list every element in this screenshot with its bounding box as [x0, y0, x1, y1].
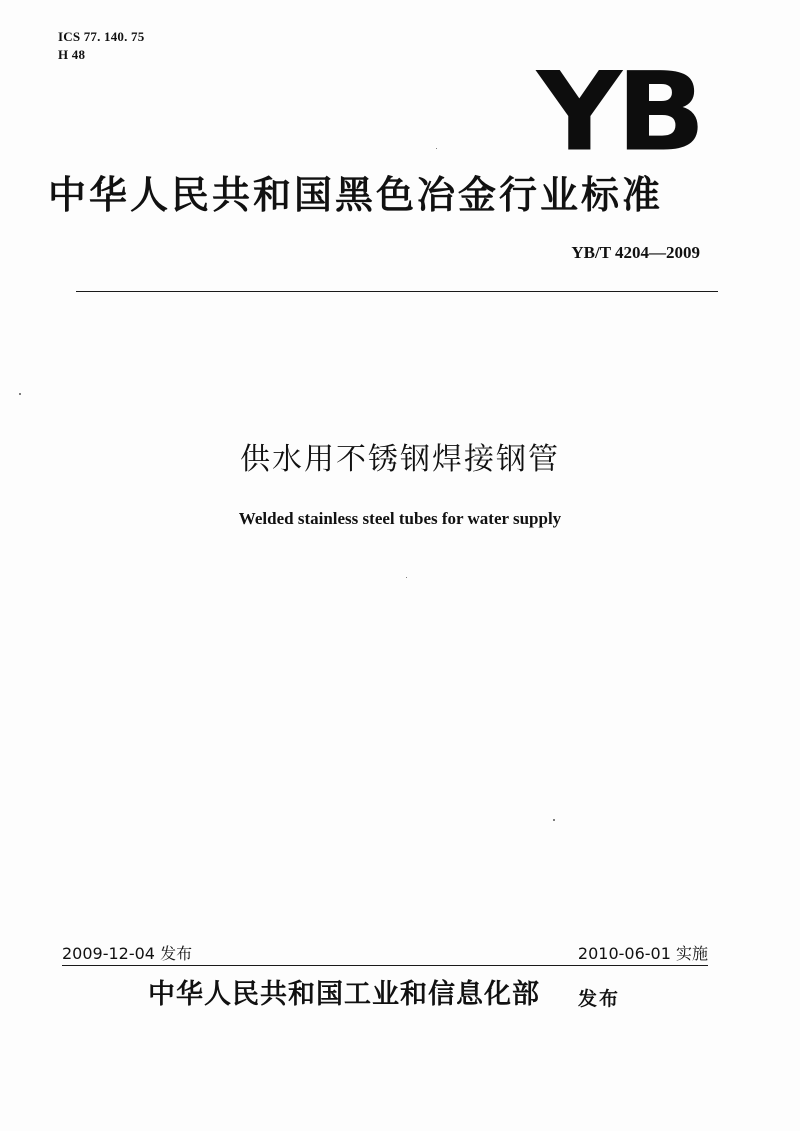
- publisher-name: 中华人民共和国工业和信息化部: [148, 979, 540, 1010]
- standard-title: 中华人民共和国黑色冶金行业标准: [48, 173, 664, 217]
- scan-speck: [553, 819, 555, 821]
- scan-speck: [19, 393, 21, 395]
- standard-number: YB/T 4204—2009: [571, 243, 700, 262]
- footer-divider: [62, 965, 708, 966]
- document-title-english: Welded stainless steel tubes for water supply: [238, 509, 562, 528]
- document-title-chinese: 供水用不锈钢焊接钢管: [240, 442, 560, 477]
- scan-speck: [406, 577, 407, 578]
- ics-code: ICS 77. 140. 75: [58, 29, 145, 44]
- category-code: H 48: [58, 47, 86, 62]
- classification-codes: [58, 28, 144, 64]
- publish-label: 发布: [578, 988, 621, 1010]
- header-divider: [76, 291, 718, 292]
- implementation-date: 2010-06-01 实施: [577, 944, 708, 963]
- issue-date: 2009-12-04 发布: [62, 944, 193, 963]
- scan-speck: [436, 148, 437, 149]
- yb-logo: YB: [536, 48, 700, 176]
